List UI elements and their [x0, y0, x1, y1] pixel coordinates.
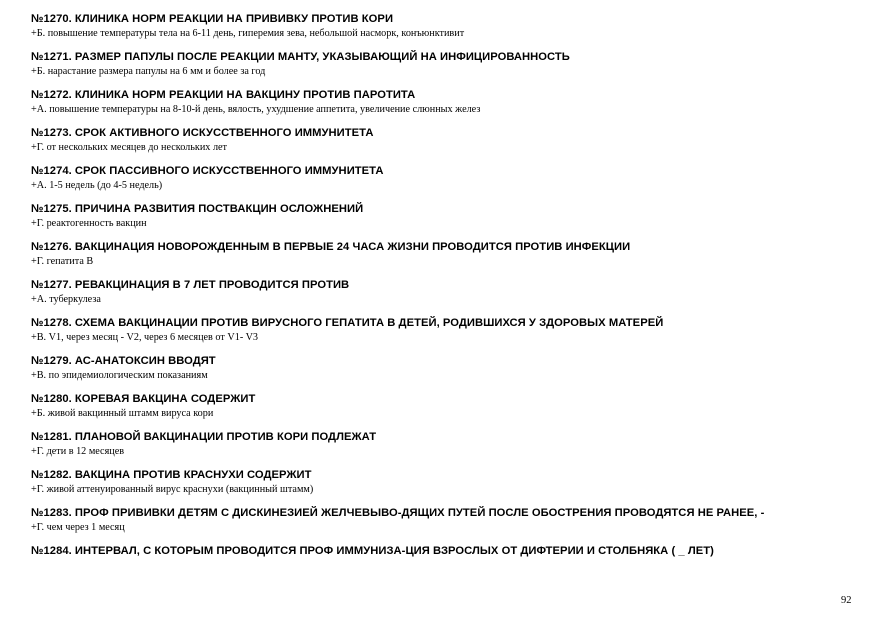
answer-text: +Г. реактогенность вакцин — [31, 218, 147, 229]
answer-text: +А. 1-5 недель (до 4-5 недель) — [31, 180, 163, 191]
answer-text: +Г. дети в 12 месяцев — [31, 446, 125, 457]
question-text: №1284. ИНТЕРВАЛ, С КОТОРЫМ ПРОВОДИТСЯ ПРОФ ИММУНИЗА-ЦИЯ ВЗРОСЛЫХ ОТ ДИФТЕРИИ И СТОЛБНЯКА ( _ ЛЕТ) — [31, 545, 714, 557]
question-item-1274 — [31, 164, 851, 193]
question-text: №1271. РАЗМЕР ПАПУЛЫ ПОСЛЕ РЕАКЦИИ МАНТУ, УКАЗЫВАЮЩИЙ НА ИНФИЦИРОВАННОСТЬ — [31, 51, 570, 63]
question-text: №1279. АС-АНАТОКСИН ВВОДЯТ — [31, 355, 216, 367]
answer-text: +Б. нарастание размера папулы на 6 мм и более за год — [31, 66, 266, 77]
question-item-1270 — [31, 12, 851, 41]
answer-text: +Г. живой аттенуированный вирус краснухи (вакцинный штамм) — [31, 484, 314, 495]
question-text: №1278. СХЕМА ВАКЦИНАЦИИ ПРОТИВ ВИРУСНОГО ГЕПАТИТА В ДЕТЕЙ, РОДИВШИХСЯ У ЗДОРОВЫХ МАТЕРЕЙ — [31, 317, 664, 329]
question-item-1280 — [31, 392, 851, 421]
page-number: 92 — [841, 595, 852, 606]
question-text: №1280. КОРЕВАЯ ВАКЦИНА СОДЕРЖИТ — [31, 393, 256, 405]
question-item-1276 — [31, 240, 851, 269]
question-text: №1276. ВАКЦИНАЦИЯ НОВОРОЖДЕННЫМ В ПЕРВЫЕ 24 ЧАСА ЖИЗНИ ПРОВОДИТСЯ ПРОТИВ ИНФЕКЦИИ — [31, 241, 631, 253]
question-item-1282 — [31, 468, 851, 497]
question-text: №1283. ПРОФ ПРИВИВКИ ДЕТЯМ С ДИСКИНЕЗИЕЙ ЖЕЛЧЕВЫВО-ДЯЩИХ ПУТЕЙ ПОСЛЕ ОБОСТРЕНИЯ ПРОВОДЯТСЯ НЕ РАНЕЕ, - — [31, 507, 765, 519]
question-text: №1282. ВАКЦИНА ПРОТИВ КРАСНУХИ СОДЕРЖИТ — [31, 469, 312, 481]
question-item-1271 — [31, 50, 851, 79]
answer-text: +В. V1, через месяц - V2, через 6 месяцев от V1- V3 — [31, 332, 259, 343]
question-item-1279 — [31, 354, 851, 383]
answer-text: +А. повышение температуры на 8-10-й день, вялость, ухудшение аппетита, увеличение слюнных желез — [31, 104, 481, 115]
answer-text: +Г. от нескольких месяцев до нескольких лет — [31, 142, 228, 153]
question-item-1284 — [31, 544, 851, 559]
answer-text: +Г. чем через 1 месяц — [31, 522, 125, 533]
question-item-1281 — [31, 430, 851, 459]
question-text: №1270. КЛИНИКА НОРМ РЕАКЦИИ НА ПРИВИВКУ ПРОТИВ КОРИ — [31, 13, 394, 25]
question-item-1278 — [31, 316, 851, 345]
answer-text: +А. туберкулеза — [31, 294, 101, 305]
question-item-1275 — [31, 202, 851, 231]
answer-text: +Б. повышение температуры тела на 6-11 день, гиперемия зева, небольшой насморк, конъюнктивит — [31, 28, 465, 39]
question-text: №1274. СРОК ПАССИВНОГО ИСКУССТВЕННОГО ИММУНИТЕТА — [31, 165, 384, 177]
answer-text: +Г. гепатита В — [31, 256, 94, 267]
question-item-1273 — [31, 126, 851, 155]
question-text: №1273. СРОК АКТИВНОГО ИСКУССТВЕННОГО ИММУНИТЕТА — [31, 127, 374, 139]
question-text: №1281. ПЛАНОВОЙ ВАКЦИНАЦИИ ПРОТИВ КОРИ ПОДЛЕЖАТ — [31, 431, 377, 443]
answer-text: +В. по эпидемиологическим показаниям — [31, 370, 208, 381]
document-page — [31, 12, 851, 568]
question-item-1272 — [31, 88, 851, 117]
question-item-1277 — [31, 278, 851, 307]
question-text: №1272. КЛИНИКА НОРМ РЕАКЦИИ НА ВАКЦИНУ ПРОТИВ ПАРОТИТА — [31, 89, 416, 101]
question-text: №1275. ПРИЧИНА РАЗВИТИЯ ПОСТВАКЦИН ОСЛОЖНЕНИЙ — [31, 203, 364, 215]
answer-text: +Б. живой вакцинный штамм вируса кори — [31, 408, 214, 419]
question-text: №1277. РЕВАКЦИНАЦИЯ В 7 ЛЕТ ПРОВОДИТСЯ ПРОТИВ — [31, 279, 350, 291]
question-item-1283 — [31, 506, 851, 535]
